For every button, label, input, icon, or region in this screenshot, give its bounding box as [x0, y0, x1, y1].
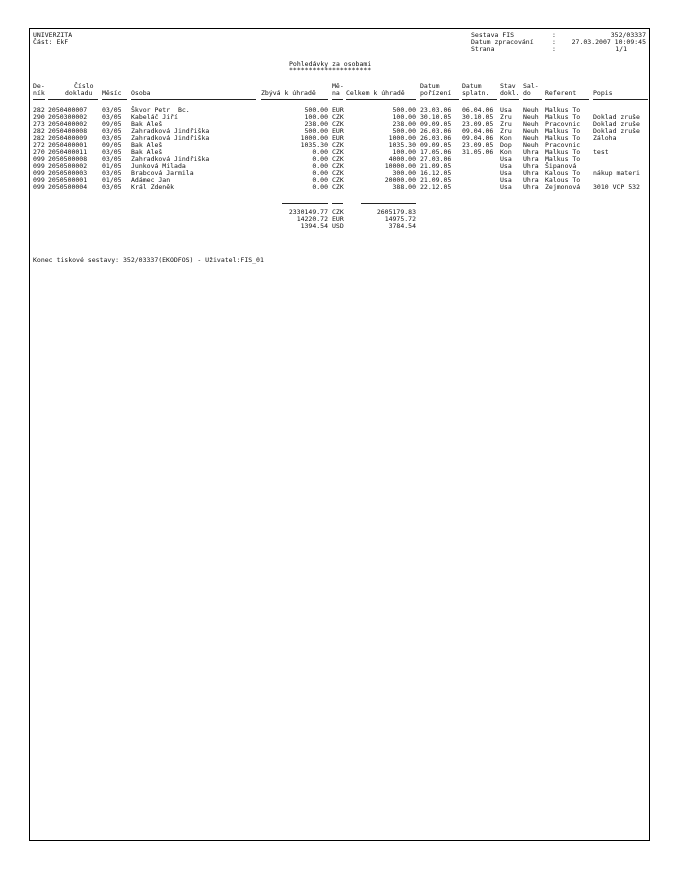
cell-mena: CZK	[332, 183, 344, 191]
total-mena: CZK	[332, 208, 344, 216]
cell-referent: Zejmonová	[545, 183, 581, 191]
cell-saldo: Uhra	[523, 148, 539, 156]
cell-mesic: 09/05	[102, 141, 122, 149]
col-zbyva: Zbývá k úhradě	[261, 89, 316, 97]
cell-celkem: 500.00	[392, 127, 416, 135]
cell-celkem: 4000.00	[388, 155, 416, 163]
cell-popis: nákup materi	[593, 169, 640, 177]
cell-denik: 270	[33, 148, 45, 156]
cell-mena: EUR	[332, 134, 344, 142]
cell-popis: Záloha	[593, 134, 617, 142]
cell-popis: 3010 VCP 532	[593, 183, 640, 191]
cell-popis: Doklad zruše	[593, 120, 640, 128]
cell-zbyva: 0.00	[312, 155, 328, 163]
cell-denik: 282	[33, 127, 45, 135]
cell-mena: CZK	[332, 113, 344, 121]
total-zbyva: 14220.72	[296, 215, 328, 223]
cell-saldo: Neuh	[523, 106, 539, 114]
col-stav-1: Stav	[500, 82, 516, 90]
total-celkem: 2605179.83	[376, 208, 416, 216]
cell-poriz: 21.09.05	[420, 162, 452, 170]
cell-cislo: 2050400008	[48, 127, 88, 135]
col-poriz-2: pořízení	[420, 89, 452, 97]
cell-referent: Malkus To	[545, 106, 581, 114]
cell-saldo: Neuh	[523, 113, 539, 121]
cell-mesic: 09/05	[102, 120, 122, 128]
cell-denik: 272	[33, 141, 45, 149]
cell-mena: CZK	[332, 148, 344, 156]
cell-stav: Usa	[500, 155, 512, 163]
col-saldo-1: Sal-	[523, 82, 539, 90]
total-mena: USD	[332, 222, 344, 230]
cell-referent: Kalous To	[545, 176, 581, 184]
cell-referent: Malkus To	[545, 155, 581, 163]
col-saldo-2: do	[523, 89, 531, 97]
cell-referent: Malkus To	[545, 134, 581, 142]
cell-cislo: 2050500001	[48, 176, 88, 184]
cell-popis: test	[593, 148, 609, 156]
cell-osoba: Král Zdeněk	[131, 183, 175, 191]
cell-stav: Usa	[500, 169, 512, 177]
cell-osoba: Bak Aleš	[131, 141, 163, 149]
cell-osoba: Zahradková Jindřiška	[131, 134, 210, 142]
cell-referent: Šipanová	[545, 162, 577, 170]
cell-poriz: 09.09.05	[420, 141, 452, 149]
processed-value: 27.03.2007 10:09:45	[571, 38, 646, 46]
cell-stav: Kon	[500, 134, 512, 142]
cell-mesic: 03/05	[102, 134, 122, 142]
underline-stav	[500, 99, 519, 100]
cell-referent: Malkus To	[545, 148, 581, 156]
cell-denik: 282	[33, 106, 45, 114]
totals-row	[30, 223, 651, 230]
cell-stav: Kon	[500, 148, 512, 156]
col-mena-2: na	[332, 89, 340, 97]
cell-stav: Usa	[500, 183, 512, 191]
report-page	[29, 28, 650, 841]
cell-celkem: 100.00	[392, 148, 416, 156]
table-row	[30, 184, 651, 191]
cell-saldo: Neuh	[523, 120, 539, 128]
cell-zbyva: 0.00	[312, 162, 328, 170]
underline-splat	[462, 99, 497, 100]
col-stav-2: dokl.	[500, 89, 520, 97]
cell-mesic: 01/05	[102, 176, 122, 184]
underline-mena	[332, 99, 343, 100]
cell-splat: 06.04.06	[462, 106, 494, 114]
cell-celkem: 20000.00	[384, 176, 416, 184]
col-cislo-1: Číslo	[74, 82, 94, 90]
page-colon: :	[552, 45, 556, 53]
underline-zbyva	[261, 99, 328, 100]
cell-cislo: 2050300002	[48, 113, 88, 121]
total-celkem: 14975.72	[384, 215, 416, 223]
cell-osoba: Adámec Jan	[131, 176, 171, 184]
cell-mena: CZK	[332, 141, 344, 149]
cell-saldo: Uhra	[523, 155, 539, 163]
cell-splat: 23.09.05	[462, 141, 494, 149]
cell-zbyva: 0.00	[312, 169, 328, 177]
cell-poriz: 09.09.05	[420, 120, 452, 128]
cell-celkem: 10000.00	[384, 162, 416, 170]
cell-mena: CZK	[332, 162, 344, 170]
cell-denik: 273	[33, 120, 45, 128]
cell-celkem: 300.00	[392, 169, 416, 177]
cell-popis: Doklad zruše	[593, 127, 640, 135]
cell-zbyva: 100.00	[304, 113, 328, 121]
cell-splat: 30.10.05	[462, 113, 494, 121]
cell-mena: EUR	[332, 106, 344, 114]
report-colon: :	[552, 31, 556, 39]
cell-osoba: Zahradková Jindřiška	[131, 155, 210, 163]
underline-denik	[33, 99, 45, 100]
page-label: Strana	[471, 45, 495, 53]
col-popis: Popis	[593, 89, 613, 97]
report-title-underline: *********************	[289, 66, 372, 74]
cell-referent: Malkus To	[545, 113, 581, 121]
cell-mesic: 01/05	[102, 162, 122, 170]
cell-poriz: 16.12.05	[420, 169, 452, 177]
cell-zbyva: 0.00	[312, 183, 328, 191]
cell-saldo: Uhra	[523, 176, 539, 184]
col-poriz-1: Datum	[420, 82, 440, 90]
cell-popis: Doklad zruše	[593, 113, 640, 121]
cell-saldo: Neuh	[523, 134, 539, 142]
cell-saldo: Neuh	[523, 141, 539, 149]
col-splat-1: Datum	[462, 82, 482, 90]
col-referent: Referent	[545, 89, 577, 97]
col-celkem: Celkem k úhradě	[346, 89, 405, 97]
totals-rule-celkem	[361, 203, 416, 204]
cell-splat: 23.09.05	[462, 120, 494, 128]
cell-cislo: 2050500008	[48, 155, 88, 163]
cell-mena: CZK	[332, 169, 344, 177]
total-zbyva: 1394.54	[300, 222, 328, 230]
cell-mesic: 03/05	[102, 183, 122, 191]
cell-poriz: 21.09.05	[420, 176, 452, 184]
cell-cislo: 2050500004	[48, 183, 88, 191]
cell-zbyva: 500.00	[304, 106, 328, 114]
cell-splat: 09.04.06	[462, 127, 494, 135]
cell-splat: 09.04.06	[462, 134, 494, 142]
col-denik-1: De-	[33, 82, 45, 90]
cell-stav: Zru	[500, 113, 512, 121]
cell-splat: 31.05.06	[462, 148, 494, 156]
col-mena-1: Mě-	[332, 82, 344, 90]
cell-poriz: 30.10.05	[420, 113, 452, 121]
totals-rule-zbyva	[282, 203, 328, 204]
cell-mesic: 03/05	[102, 113, 122, 121]
cell-osoba: Bak Aleš	[131, 120, 163, 128]
underline-popis	[593, 99, 648, 100]
cell-denik: 099	[33, 183, 45, 191]
underline-poriz	[420, 99, 459, 100]
cell-denik: 099	[33, 169, 45, 177]
cell-zbyva: 238.00	[304, 120, 328, 128]
cell-stav: Usa	[500, 162, 512, 170]
cell-saldo: Uhra	[523, 162, 539, 170]
cell-cislo: 2050500002	[48, 162, 88, 170]
cell-zbyva: 1000.00	[300, 134, 328, 142]
cell-zbyva: 1035.30	[300, 141, 328, 149]
org-name: UNIVERZITA	[33, 31, 73, 39]
cell-cislo: 2050400007	[48, 106, 88, 114]
cell-mena: CZK	[332, 120, 344, 128]
col-splat-2: splatn.	[462, 89, 490, 97]
cell-mesic: 03/05	[102, 155, 122, 163]
cell-cislo: 2050400011	[48, 148, 88, 156]
cell-denik: 282	[33, 134, 45, 142]
cell-osoba: Škvor Petr Bc.	[131, 106, 190, 114]
cell-mena: CZK	[332, 155, 344, 163]
cell-cislo: 2050500003	[48, 169, 88, 177]
cell-mesic: 03/05	[102, 127, 122, 135]
cell-zbyva: 0.00	[312, 148, 328, 156]
report-label: Sestava FIS	[471, 31, 515, 39]
report-value: 352/03337	[610, 31, 646, 39]
cell-celkem: 1000.00	[388, 134, 416, 142]
underline-osoba	[131, 99, 256, 100]
cell-mesic: 03/05	[102, 169, 122, 177]
cell-osoba: Kabeláč Jiří	[131, 113, 178, 121]
cell-osoba: Brabcová Jarmila	[131, 169, 194, 177]
cell-stav: Zru	[500, 120, 512, 128]
cell-mesic: 03/05	[102, 106, 122, 114]
cell-denik: 099	[33, 162, 45, 170]
cell-osoba: Junková Milada	[131, 162, 186, 170]
col-osoba: Osoba	[131, 89, 151, 97]
cell-referent: Pracovnic	[545, 141, 581, 149]
underline-celkem	[346, 99, 416, 100]
cell-poriz: 23.03.06	[420, 106, 452, 114]
cell-poriz: 17.05.06	[420, 148, 452, 156]
processed-label: Datum zpracování	[471, 38, 534, 46]
cell-celkem: 238.00	[392, 120, 416, 128]
cell-stav: Zru	[500, 127, 512, 135]
cell-mena: CZK	[332, 176, 344, 184]
total-mena: EUR	[332, 215, 344, 223]
cell-denik: 099	[33, 155, 45, 163]
total-zbyva: 2330149.77	[288, 208, 328, 216]
cell-cislo: 2050400009	[48, 134, 88, 142]
cell-stav: Usa	[500, 176, 512, 184]
cell-denik: 099	[33, 176, 45, 184]
cell-referent: Pracovnic	[545, 120, 581, 128]
cell-cislo: 2050400002	[48, 120, 88, 128]
totals-rule-mena	[332, 203, 343, 204]
col-denik-2: ník	[33, 89, 45, 97]
cell-referent: Malkus To	[545, 127, 581, 135]
underline-saldo	[523, 99, 542, 100]
report-title: Pohledávky za osobami	[289, 60, 372, 68]
cell-saldo: Uhra	[523, 183, 539, 191]
cell-cislo: 2050400001	[48, 141, 88, 149]
cell-poriz: 26.03.06	[420, 127, 452, 135]
cell-denik: 290	[33, 113, 45, 121]
page-value: 1/1	[615, 45, 627, 53]
cell-stav: Dop	[500, 141, 512, 149]
underline-mesic	[102, 99, 127, 100]
total-celkem: 3784.54	[388, 222, 416, 230]
processed-colon: :	[552, 38, 556, 46]
cell-referent: Kalous To	[545, 169, 581, 177]
cell-poriz: 22.12.05	[420, 183, 452, 191]
cell-celkem: 500.00	[392, 106, 416, 114]
cell-stav: Usa	[500, 106, 512, 114]
org-part: Část: EkF	[33, 38, 69, 46]
cell-celkem: 100.00	[392, 113, 416, 121]
cell-saldo: Uhra	[523, 169, 539, 177]
cell-mesic: 03/05	[102, 148, 122, 156]
col-cislo-2: dokladu	[65, 89, 93, 97]
cell-osoba: Bak Aleš	[131, 148, 163, 156]
cell-zbyva: 500.00	[304, 127, 328, 135]
cell-zbyva: 0.00	[312, 176, 328, 184]
cell-poriz: 26.03.06	[420, 134, 452, 142]
underline-referent	[545, 99, 589, 100]
cell-poriz: 27.03.06	[420, 155, 452, 163]
cell-celkem: 388.00	[392, 183, 416, 191]
cell-celkem: 1035.30	[388, 141, 416, 149]
col-mesic: Měsíc	[102, 89, 122, 97]
cell-mena: EUR	[332, 127, 344, 135]
cell-saldo: Neuh	[523, 127, 539, 135]
report-footer: Konec tiskové sestavy: 352/03337(EKODFOS) - Uživatel:FIS_01	[33, 256, 264, 264]
underline-cislo	[48, 99, 98, 100]
cell-osoba: Zahradková Jindřiška	[131, 127, 210, 135]
